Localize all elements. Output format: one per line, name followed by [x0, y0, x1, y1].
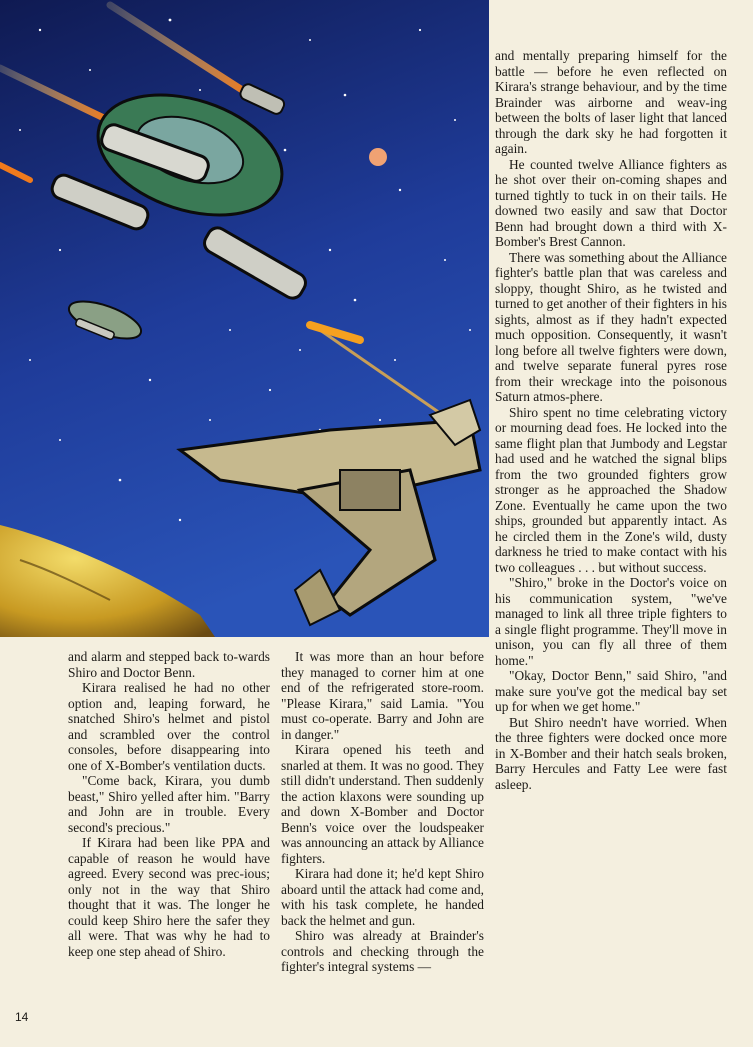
paragraph: and alarm and stepped back to-wards Shiro and Doctor Benn.	[68, 649, 270, 680]
paragraph: But Shiro needn't have worried. When the three fighters were docked once more in X-Bomber and their hatch seals broken, Barry Hercules and Fatty Lee were fast asleep.	[495, 714, 727, 792]
paragraph: If Kirara had been like PPA and capable of reason he would have agreed. Every second was prec-ious; only not in the way that Shiro thought that it was. The longer he could keep Shiro here the safer they all were. That was why he had to keep one step ahead of Shiro.	[68, 835, 270, 959]
paragraph: There was something about the Alliance fighter's battle plan that was careless and sloppy, thought Shiro, as he twisted and turned to get another of their fighters in his sights, almost as if they hadn't expected much opposition. Consequently, it wasn't long before all twelve fighters were down, and twelve separate funeral pyres rose from their wreckage into the poisonous Saturn atmos-phere.	[495, 249, 727, 404]
text-column-middle	[281, 649, 484, 975]
paragraph: Kirara realised he had no other option and, leaping forward, he snatched Shiro's helmet and pistol and scrambled over the control consoles, before disappearing into one of X-Bomber's ventilation ducts.	[68, 680, 270, 773]
paragraph: Kirara opened his teeth and snarled at them. It was no good. They still didn't understand. Then suddenly the action klaxons were sounding up and down X-Bomber and Doctor Benn's voice over the loudspeaker was announcing an attack by Alliance fighters.	[281, 742, 484, 866]
paragraph: He counted twelve Alliance fighters as he shot over their on-coming shapes and turned tightly to tuck in on their tails. He downed two easily and saw that Doctor Benn had brought down a third with X-Bomber's Brest Cannon.	[495, 156, 727, 249]
paragraph: "Shiro," broke in the Doctor's voice on his communication system, "we've managed to link all three triple fighters to a single flight programme. They'll move in unison, you can fly all three of them home."	[495, 575, 727, 668]
text-column-left	[68, 649, 270, 959]
paragraph: Shiro spent no time celebrating victory or mourning dead foes. He locked into the same flight plan that Jumbody and Legstar had used and he watched the signal blips from the two grounded fighters grow stronger as he approached the Shadow Zone. Eventually he came upon the two ships, grounded but apparently intact. As he circled them in the Zone's wild, dusty darkness he tried to make contact with his two colleagues . . . but without success.	[495, 404, 727, 575]
page-number: 14	[15, 1010, 29, 1024]
paragraph: Kirara had done it; he'd kept Shiro aboard until the attack had come and, with his task complete, he handed back the helmet and gun.	[281, 866, 484, 928]
space-battle-illustration	[0, 0, 489, 637]
paragraph: "Okay, Doctor Benn," said Shiro, "and make sure you've got the medical bay set up for when we get home."	[495, 668, 727, 714]
paragraph: Shiro was already at Brainder's controls and checking through the fighter's integral systems —	[281, 928, 484, 974]
text-column-right	[495, 48, 727, 792]
distant-planet	[369, 148, 387, 166]
paragraph: "Come back, Kirara, you dumb beast," Shiro yelled after him. "Barry and John are in trouble. Every second's precious."	[68, 773, 270, 835]
paragraph: It was more than an hour before they managed to corner him at one end of the refrigerated store-room. "Please Kirara," said Lamia. "You must co-operate. Barry and John are in danger."	[281, 649, 484, 742]
paragraph: and mentally preparing himself for the battle — before he even reflected on Kirara's strange behaviour, and by the time Brainder was airborne and weav-ing between the bolts of laser light that lanced through the dark sky he had forgotten it again.	[495, 48, 727, 156]
